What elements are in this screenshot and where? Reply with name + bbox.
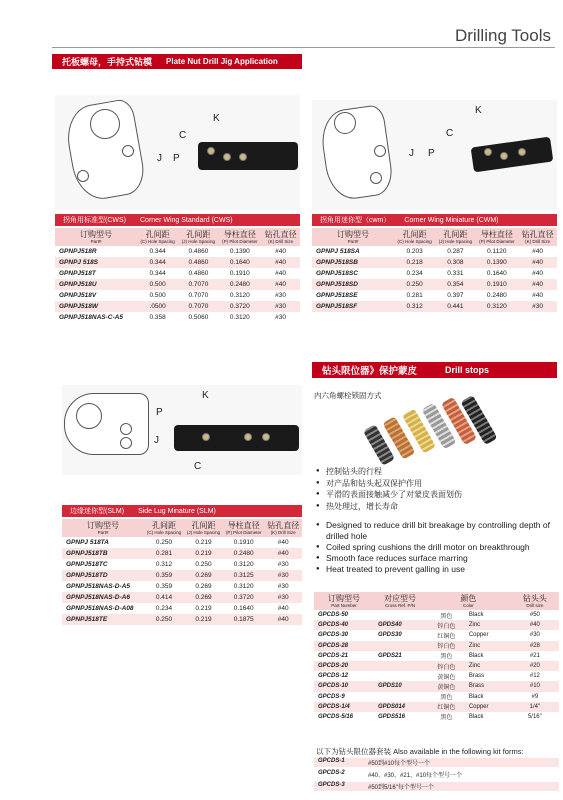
bullet-item: ● 热处理过，增长寿命 <box>316 501 556 513</box>
table-row: GPNPJ 518SA 0.203 0.287 0.1120 #40 <box>316 248 544 255</box>
table-row: GPCDS-9 黑色 Black #9 <box>318 693 539 702</box>
slm-table <box>62 519 302 625</box>
col-header: 孔间距 (C) Hole Spacing <box>137 228 178 246</box>
table-row: GPNPJ518TB 0.281 0.219 0.2480 #40 <box>62 548 302 559</box>
kit-note: 以下为钻头限位器套装 Also available in the following kit forms: <box>316 747 524 756</box>
col-header: 订购型号 Part# <box>312 228 394 246</box>
bullet-item: ● 对产品和钻头起双保护作用 <box>316 478 556 490</box>
table-row: GPCDS-30 GPDS30 红铜色 Copper #30 <box>318 632 540 640</box>
col-header: 订购型号 Part Number <box>314 592 374 610</box>
table-row: GPNPJ518NAS-D-A08 0.234 0.219 0.1640 #40 <box>66 605 289 612</box>
cws-table <box>55 228 300 323</box>
dim-label-p: P <box>156 407 163 418</box>
dim-label-k: K <box>213 113 220 124</box>
title-divider <box>52 47 555 48</box>
cwm-table-title <box>312 214 557 226</box>
table-row: GPCDS-5/16 GPDS516 黑色 Black 5/16" <box>318 713 542 722</box>
cws-title-cn: 拐角用标准型(CWS) <box>63 217 126 224</box>
col-header: 钻孔直径 (K) Drill Size <box>261 228 300 246</box>
col-header: 孔间距 (C) Hole Spacing <box>394 228 435 246</box>
table-row: GPNPJ518R 0.344 0.4860 0.1390 #40 <box>59 248 287 255</box>
bullet-item: ● 控制钻头的行程 <box>316 466 556 478</box>
table-row: GPNPJ518U 0.500 0.7070 0.2480 #40 <box>55 279 300 290</box>
table-row: GPNPJ518T 0.344 0.4860 0.1910 #40 <box>59 270 287 277</box>
col-header: 导柱直径 (P) Pilot Diameter <box>223 519 264 537</box>
table-row: GPCDS-21 GPDS21 黑色 Black #21 <box>318 652 540 661</box>
table-row: GPNPJ518SF 0.312 0.441 0.3120 #30 <box>312 301 557 312</box>
kit-row: GPCDS-1 #50到#10每个型号一个 <box>314 758 559 767</box>
table-row: GPNPJ518TC 0.312 0.250 0.3120 #30 <box>66 561 289 568</box>
plate-nut-title-en: Plate Nut Drill Jig Application <box>166 57 278 66</box>
drill-stops-table <box>314 592 559 722</box>
table-row: GPNPJ518NAS-C-A5 0.358 0.5060 0.3120 #30 <box>59 314 287 321</box>
table-row: GPCDS-50 黑色 Black #50 <box>318 612 540 620</box>
dim-label-k: K <box>475 105 482 116</box>
drill-stops-title-cn: 钻头限位器》保护蒙皮 <box>322 366 418 377</box>
table-row: GPNPJ518SC 0.234 0.331 0.1640 #40 <box>316 270 544 277</box>
cws-table-title <box>55 214 300 226</box>
cws-title-en: Corner Wing Standard (CWS) <box>140 216 233 224</box>
col-header: 孔间距 (C) Hole Spacing <box>144 519 184 537</box>
table-row: GPNPJ518TD 0.359 0.269 0.3125 #30 <box>62 570 302 581</box>
table-row: GPNPJ518SB 0.218 0.308 0.1390 #40 <box>312 257 557 268</box>
kit-row: GPCDS-2 #40、#30、#21、#10每个型号一个 <box>318 770 463 779</box>
col-header: 孔间距 (J) Hole Spacing <box>435 228 475 246</box>
drill-stops-title-en: Drill stops <box>445 365 490 375</box>
page-title: Drilling Tools <box>454 26 551 45</box>
col-header: 订购型号 Part# <box>62 519 144 537</box>
dim-label-c: C <box>446 128 454 139</box>
dim-label-c: C <box>179 130 187 141</box>
dim-label-k: K <box>202 390 209 401</box>
drill-stops-photo <box>360 395 510 470</box>
cwm-title-cn: 拐角用迷你型（cwm） <box>320 217 391 224</box>
col-header: 孔间距 (J) Hole Spacing <box>178 228 218 246</box>
table-row: GPCDS-40 GPDS40 锌白色 Zinc #40 <box>314 620 559 630</box>
table-row: GPCDS-1/4 GPDS014 红铜色 Copper 1/4" <box>314 702 559 712</box>
table-row: GPNPJ518SE 0.281 0.397 0.2480 #40 <box>316 292 544 299</box>
bullet-item: ● Heat treated to prevent galling in use <box>316 564 561 575</box>
table-row: GPNPJ518TE 0.250 0.219 0.1875 #40 <box>62 614 302 625</box>
drill-stops-bullets-cn <box>316 466 556 512</box>
table-row: GPNPJ518W .0500 0.7070 0.3720 #30 <box>55 301 300 312</box>
dim-label-c: C <box>194 461 202 472</box>
cwm-title-en: Corner Wing Miniature (CWM) <box>404 216 499 224</box>
col-header: 对应型号 Cross Ref. P/N <box>374 592 426 610</box>
table-row: GPNPJ518V 0.500 0.7070 0.3120 #30 <box>59 292 287 299</box>
drill-stops-subtitle: 内六角螺栓锁固方式 <box>314 391 382 400</box>
cws-illustration <box>55 95 300 210</box>
table-row: GPNPJ518SD 0.250 0.354 0.1910 #40 <box>312 279 557 290</box>
drill-stops-section-header <box>312 362 557 378</box>
col-header: 钻孔直径 (K) Drill Size <box>264 519 302 537</box>
bullet-item: ● Coiled spring cushions the drill motor on breakthrough <box>316 542 561 553</box>
table-row: GPNPJ 518S 0.344 0.4860 0.1640 #40 <box>55 257 300 268</box>
dim-label-j: J <box>154 435 159 446</box>
plate-nut-title-cn: 托板螺母，手持式钻模 <box>62 57 153 67</box>
table-row: GPNPJ518NAS-D-A6 0.414 0.269 0.3720 #30 <box>62 592 302 603</box>
table-row: GPCDS-20 锌白色 Zinc #20 <box>314 661 559 671</box>
table-row: GPNPJ 518TA 0.250 0.219 0.1910 #40 <box>66 539 289 546</box>
bullet-item: ● Designed to reduce drill bit breakage by controlling depth of drilled hole <box>316 520 561 542</box>
table-row: GPCDS-12 黄铜色 Brass #12 <box>318 673 540 681</box>
cwm-illustration <box>312 100 557 210</box>
col-header: 孔间距 (J) Hole Spacing <box>184 519 223 537</box>
slm-illustration <box>62 385 302 475</box>
col-header: 钻头头 Drill size <box>511 592 559 610</box>
slm-table-title <box>62 505 302 517</box>
table-row: GPCDS-10 GPDS10 黄铜色 Brass #10 <box>314 681 559 691</box>
dim-label-p: P <box>428 148 435 159</box>
bullet-item: ● 平滑的表面接触减少了对蒙皮表面划伤 <box>316 489 556 501</box>
bullet-item: ● Smooth face reduces surface marring <box>316 553 561 564</box>
kit-row: GPCDS-3 #50到5/16"每个型号一个 <box>314 782 559 791</box>
slm-title-en: Side Lug Minature (SLM) <box>138 507 216 515</box>
col-header: 导柱直径 (P) Pilot Diameter <box>218 228 261 246</box>
dim-label-j: J <box>409 148 414 159</box>
plate-nut-section-header <box>52 54 302 69</box>
dim-label-j: J <box>157 153 162 164</box>
cwm-table <box>312 228 557 312</box>
col-header: 钻孔直径 (K) Drill Size <box>518 228 557 246</box>
dim-label-p: P <box>173 153 180 164</box>
table-row: GPCDS-28 锌白色 Zinc #28 <box>314 641 559 651</box>
table-row: GPNPJ518NAS-D-A5 0.359 0.269 0.3120 #30 <box>66 583 289 590</box>
slm-title-cn: 边缘迷你型(SLM) <box>70 508 125 515</box>
col-header: 导柱直径 (P) Pilot Diameter <box>475 228 518 246</box>
col-header: 订购型号 Part# <box>55 228 137 246</box>
drill-stops-bullets-en <box>316 520 561 575</box>
col-header: 颜色 Color <box>426 592 511 610</box>
